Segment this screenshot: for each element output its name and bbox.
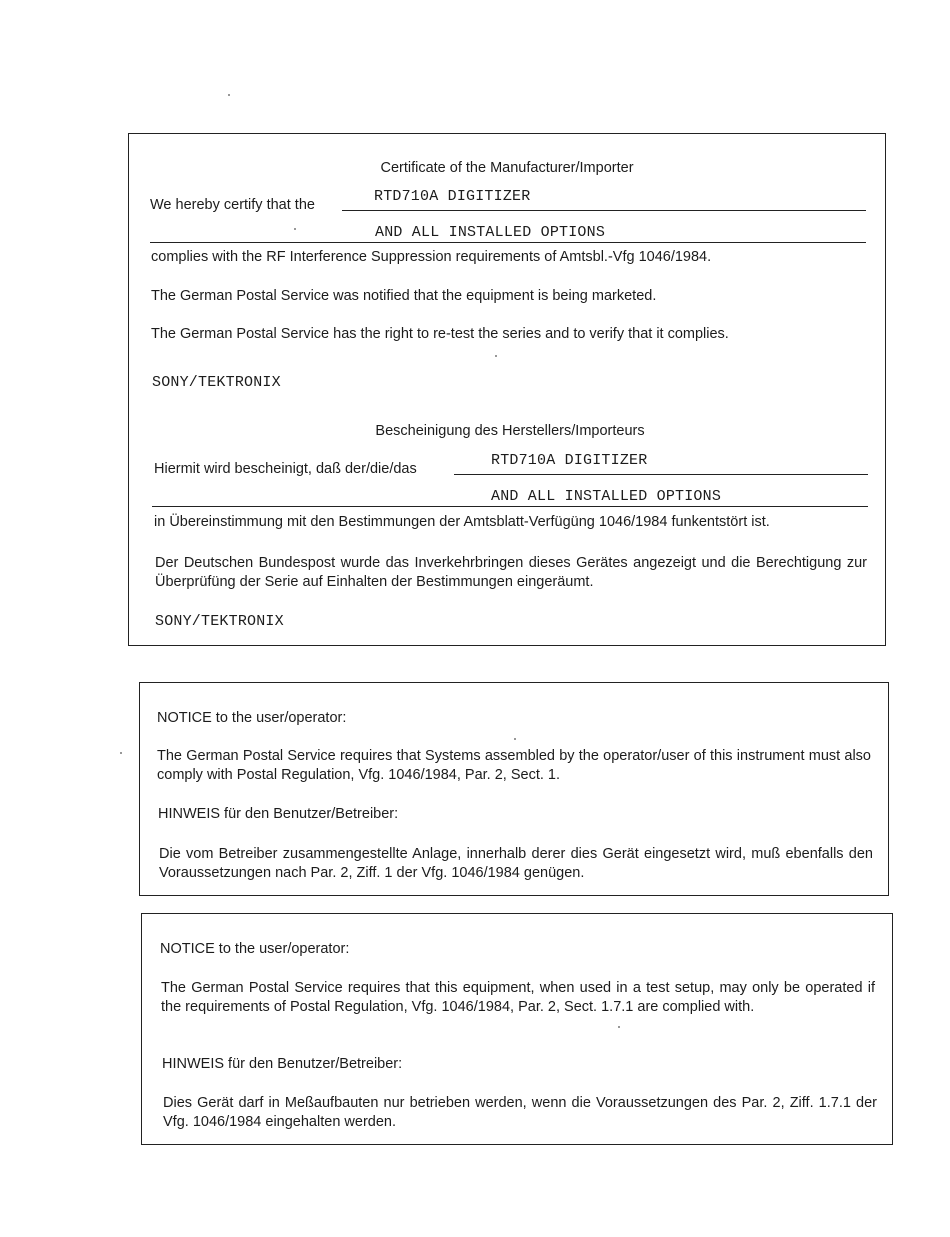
certificate-title-de: Bescheinigung des Herstellers/Importeurs — [375, 423, 645, 439]
notice1-heading-de: HINWEIS für den Benutzer/Betreiber: — [158, 806, 399, 822]
conformity-statement: in Übereinstimmung mit den Bestimmungen der Amtsblatt-Verfügüng 1046/1984 funkentstört ist. — [154, 514, 770, 530]
certify-prefix-de: Hiermit wird bescheinigt, daß der/die/das — [154, 461, 417, 477]
notice2-heading-de: HINWEIS für den Benutzer/Betreiber: — [162, 1056, 403, 1072]
scan-speck — [514, 738, 516, 740]
bundespost-statement: Der Deutschen Bundespost wurde das Inverkehrbringen dieses Gerätes angezeigt und die Berechtigung zur Überprüfüng der Serie auf Einhalten der Bestimmungen eingeräumt. — [155, 555, 867, 590]
notice2-body-de: Dies Gerät darf in Meßaufbauten nur betrieben werden, wenn die Voraussetzungen des Par. 2, Ziff. 1.7.1 der Vfg. 1046/1984 eingehalten werden. — [163, 1095, 877, 1130]
product-options-de: AND ALL INSTALLED OPTIONS — [491, 488, 722, 505]
product-name-de: RTD710A DIGITIZER — [491, 452, 648, 469]
notified-statement: The German Postal Service was notified that the equipment is being marketed. — [151, 288, 657, 304]
complies-statement: complies with the RF Interference Suppression requirements of Amtsbl.-Vfg 1046/1984. — [151, 249, 712, 265]
retest-statement: The German Postal Service has the right to re-test the series and to verify that it complies. — [151, 326, 729, 342]
notice1-body-de: Die vom Betreiber zusammengestellte Anlage, innerhalb derer dies Gerät eingesetzt wird, muß ebenfalls den Voraussetzungen nach Par. 2, Ziff. 1 der Vfg. 1046/1984 genügen. — [159, 846, 873, 881]
certify-prefix-en: We hereby certify that the — [150, 197, 315, 213]
scan-speck — [120, 752, 122, 754]
product-line-underline — [342, 210, 866, 211]
product-line-underline-de — [454, 474, 868, 475]
certificate-title-en: Certificate of the Manufacturer/Importer — [380, 160, 634, 176]
product-options-underline — [150, 242, 866, 243]
scan-speck — [495, 355, 497, 357]
product-options-underline-de — [152, 506, 868, 507]
scan-speck — [618, 1026, 620, 1028]
notice1-heading-en: NOTICE to the user/operator: — [157, 710, 347, 726]
notice1-body-en: The German Postal Service requires that Systems assembled by the operator/user of this instrument must also comply with Postal Regulation, Vfg. 1046/1984, Par. 2, Sect. 1. — [157, 748, 871, 783]
company-name-en: SONY/TEKTRONIX — [152, 374, 281, 391]
scan-speck — [228, 94, 230, 96]
notice2-heading-en: NOTICE to the user/operator: — [160, 941, 350, 957]
company-name-de: SONY/TEKTRONIX — [155, 613, 284, 630]
scan-speck — [294, 228, 296, 230]
product-name-en: RTD710A DIGITIZER — [374, 188, 531, 205]
product-options-en: AND ALL INSTALLED OPTIONS — [375, 224, 606, 241]
notice2-body-en: The German Postal Service requires that this equipment, when used in a test setup, may only be operated if the requirements of Postal Regulation, Vfg. 1046/1984, Par. 2, Sect. 1.7.1 are complied with. — [161, 980, 875, 1015]
